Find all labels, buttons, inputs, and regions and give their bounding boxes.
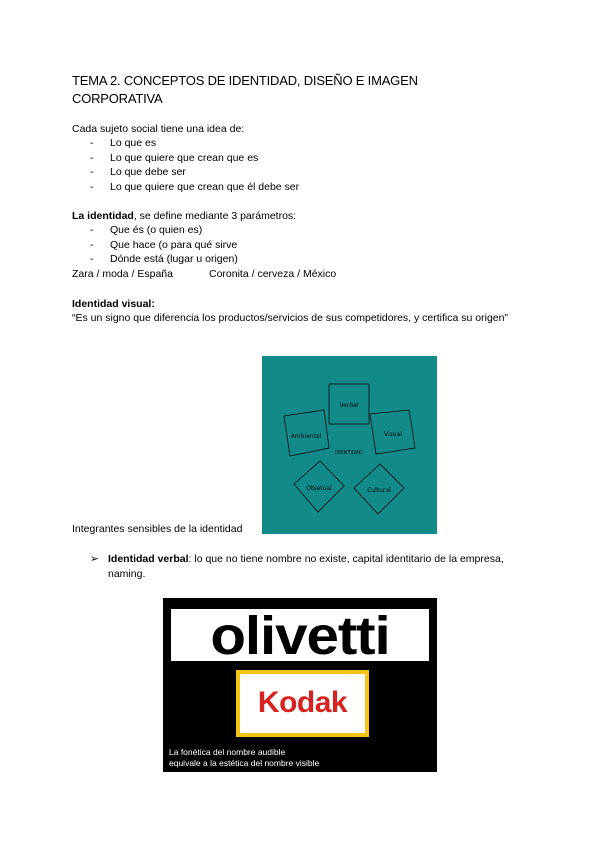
identidad-list — [90, 223, 390, 267]
identidad-visual-quote: “Es un signo que diferencia los productos/servicios de sus competidores, y certifica su origen” — [72, 312, 508, 324]
example-coronita: Coronita / cerveza / México — [209, 268, 337, 280]
identidad-verbal-bold: Identidad verbal — [108, 553, 189, 565]
olivetti-logo-text: olivetti — [210, 606, 390, 666]
diagram-label-top: Verbal — [339, 402, 359, 409]
list-item: - Lo que debe ser — [90, 165, 450, 180]
intro-list — [90, 136, 450, 194]
olivetti-logo — [171, 606, 429, 666]
identidad-verbal-rest: : lo que no tiene nombre no existe, capital identitario de la empresa, naming. — [108, 553, 504, 580]
list-item: - Lo que quiere que crean que él debe ser — [90, 180, 450, 195]
bullet-marker: ➢ — [90, 553, 99, 565]
kodak-logo — [236, 670, 369, 737]
list-item: - Dónde está (lugar u origen) — [90, 252, 390, 267]
list-item: - Lo que quiere que crean que es — [90, 151, 450, 166]
intro-text: Cada sujeto social tiene una idea de: — [72, 123, 245, 135]
logos-caption-2: equivale a la estética del nombre visible — [169, 758, 320, 768]
logos-image — [163, 598, 437, 772]
diagram-label-bottom-left: Objetual — [306, 485, 332, 492]
identidad-heading — [72, 209, 296, 224]
identidad-visual-heading: Identidad visual: — [72, 298, 155, 310]
diagram-label-right: Visual — [384, 431, 402, 438]
list-item: - Que és (o quien es) — [90, 223, 390, 238]
list-item: - Que hace (o para qué sirve — [90, 238, 390, 253]
identity-diagram-svg — [262, 356, 437, 534]
identidad-verbal-text — [108, 552, 528, 581]
list-item: - Lo que es — [90, 136, 450, 151]
kodak-logo-text: Kodak — [257, 686, 348, 719]
page-title: TEMA 2. CONCEPTOS DE IDENTIDAD, DISEÑO E IMAGEN CORPORATIVA — [72, 73, 418, 106]
example-zara: Zara / moda / España — [72, 268, 173, 280]
diagram-label-center: IDENTIDAD — [335, 450, 363, 456]
logos-caption-1: La fonética del nombre audible — [169, 747, 286, 757]
identidad-bold: La identidad — [72, 210, 134, 222]
identity-diagram — [262, 356, 437, 534]
diagram-label-bottom-right: Cultural — [367, 487, 391, 494]
integrantes-caption: Integrantes sensibles de la identidad — [72, 523, 243, 535]
identidad-rest: , se define mediante 3 parámetros: — [133, 210, 297, 222]
diagram-label-left: Ambiental — [290, 433, 322, 440]
